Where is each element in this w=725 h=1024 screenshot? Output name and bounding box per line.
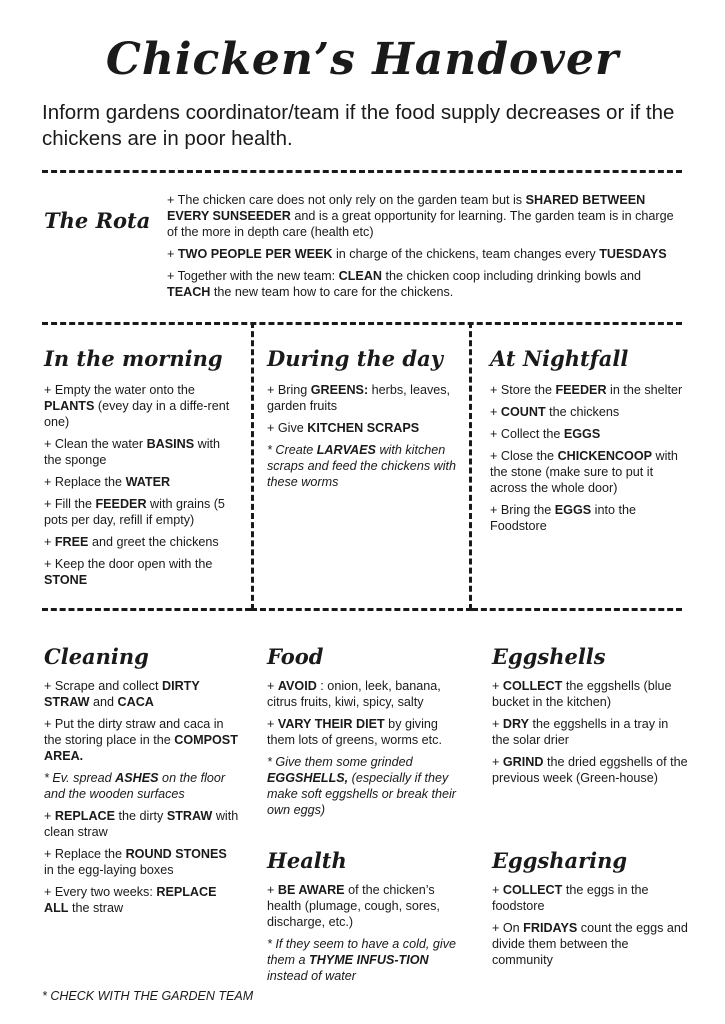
intro-text: Inform gardens coordinator/team if the food supply decreases or if the chickens are in poor health. — [42, 101, 675, 150]
list-item: + Put the dirty straw and caca in the storing place in the COMPOST AREA. — [44, 717, 238, 763]
list-item: * Ev. spread ASHES on the floor and the wooden surfaces — [44, 771, 226, 801]
footnote: * CHECK WITH THE GARDEN TEAM — [42, 989, 254, 1003]
night-heading: At Nightfall — [490, 346, 629, 371]
list-item: * Give them some grinded EGGSHELLS, (especially if they make soft eggshells or break their own eggs) — [267, 755, 456, 817]
list-item: + REPLACE the dirty STRAW with clean straw — [44, 809, 239, 839]
list-item: + Store the FEEDER in the shelter — [490, 383, 683, 397]
cleaning-block — [44, 678, 240, 922]
divider-lower-left — [42, 608, 251, 611]
divider-top — [42, 170, 682, 173]
list-item: + COLLECT the eggs in the foodstore — [492, 883, 649, 913]
list-item: + Empty the water onto the PLANTS (evey day in a diffe-rent one) — [44, 383, 230, 429]
list-item: + COUNT the chickens — [490, 405, 620, 419]
list-item: * If they seem to have a cold, give them a THYME INFUS-TION instead of water — [267, 937, 457, 983]
cleaning-heading: Cleaning — [44, 644, 149, 669]
list-item: + Give KITCHEN SCRAPS — [267, 421, 420, 435]
food-block — [267, 678, 463, 824]
list-item: * Create LARVAES with kitchen scraps and feed the chickens with these worms — [267, 443, 457, 489]
eggshells-block — [492, 678, 688, 792]
list-item: + BE AWARE of the chicken’s health (plumage, cough, sores, discharge, etc.) — [267, 883, 440, 929]
list-item: + Bring GREENS: herbs, leaves, garden fruits — [267, 383, 451, 413]
list-item: + Scrape and collect DIRTY STRAW and CACA — [44, 679, 200, 709]
morning-block — [44, 382, 240, 594]
list-item: + Collect the EGGS — [490, 427, 601, 441]
divider-lower-right — [472, 608, 682, 611]
health-heading: Health — [267, 848, 347, 873]
divider-col-left — [251, 322, 254, 610]
list-item: + Every two weeks: REPLACE ALL the straw — [44, 885, 217, 915]
list-item: + Replace the ROUND STONES in the egg-laying boxes — [44, 847, 227, 877]
list-item: + Fill the FEEDER with grains (5 pots per day, refill if empty) — [44, 497, 225, 527]
night-block — [490, 382, 686, 540]
list-item: + Together with the new team: CLEAN the chicken coop including drinking bowls and TEACH the new team how to care for the chickens. — [167, 269, 642, 299]
day-heading: During the day — [267, 346, 443, 371]
divider-day-box-bottom — [251, 608, 472, 611]
list-item: + AVOID : onion, leek, banana, citrus fruits, kiwi, spicy, salty — [267, 679, 441, 709]
food-heading: Food — [267, 644, 324, 669]
list-item: + COLLECT the eggshells (blue bucket in the kitchen) — [492, 679, 672, 709]
list-item: + GRIND the dried eggshells of the previous week (Green-house) — [492, 755, 688, 785]
list-item: + Bring the EGGS into the Foodstore — [490, 503, 636, 533]
list-item: + Replace the WATER — [44, 475, 171, 489]
health-block — [267, 882, 463, 990]
eggsharing-block — [492, 882, 688, 974]
list-item: + Close the CHICKENCOOP with the stone (make sure to put it across the whole door) — [490, 449, 678, 495]
list-item: + FREE and greet the chickens — [44, 535, 219, 549]
morning-heading: In the morning — [44, 346, 223, 371]
list-item: + Clean the water BASINS with the sponge — [44, 437, 221, 467]
list-item: + On FRIDAYS count the eggs and divide them between the community — [492, 921, 688, 967]
rota-heading: The Rota — [44, 208, 151, 233]
page-title: Chicken’s Handover — [105, 34, 620, 85]
divider-col-right — [469, 322, 472, 610]
eggsharing-heading: Eggsharing — [492, 848, 628, 873]
eggshells-heading: Eggshells — [492, 644, 606, 669]
list-item: + TWO PEOPLE PER WEEK in charge of the chickens, team changes every TUESDAYS — [167, 247, 667, 261]
list-item: + The chicken care does not only rely on the garden team but is SHARED BETWEEN EVERY SUNSEEDER and is a great opportunity for learning. The garden team is in charge of the more in depth care (health etc) — [167, 193, 674, 239]
divider-middle — [42, 322, 682, 325]
day-block — [267, 382, 463, 496]
list-item: + VARY THEIR DIET by giving them lots of greens, worms etc. — [267, 717, 442, 747]
list-item: + DRY the eggshells in a tray in the solar drier — [492, 717, 669, 747]
rota-block — [167, 192, 687, 306]
list-item: + Keep the door open with the STONE — [44, 557, 213, 587]
